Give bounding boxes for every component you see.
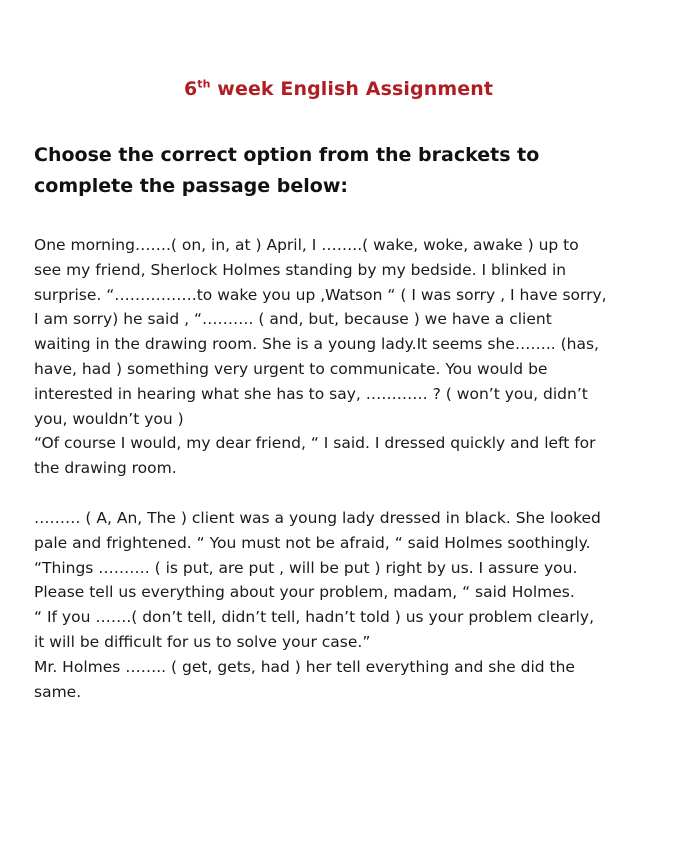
passage-line: you, wouldn’t you ) (34, 409, 184, 428)
passage-line: pale and frightened. “ You must not be afraid, “ said Holmes soothingly. (34, 533, 591, 552)
passage (34, 233, 659, 704)
passage-line: it will be difficult for us to solve your case.” (34, 632, 371, 651)
passage-line: Mr. Holmes …….. ( get, gets, had ) her tell everything and she did the (34, 657, 575, 676)
page-title (0, 78, 677, 100)
title-text: week English Assignment (210, 78, 494, 100)
title-ordinal-suffix: th (197, 77, 211, 91)
passage-line: same. (34, 682, 82, 701)
passage-line: One morning…….( on, in, at ) April, I ……..( wake, woke, awake ) up to (34, 236, 579, 254)
instruction-line: Choose the correct option from the brackets to (34, 144, 540, 166)
passage-line: have, had ) something very urgent to communicate. You would be (34, 359, 548, 378)
passage-line: “Of course I would, my dear friend, “ I said. I dressed quickly and left for (34, 434, 596, 453)
passage-line: “ If you …….( don’t tell, didn’t tell, hadn’t told ) us your problem clearly, (34, 608, 595, 627)
paragraph-2 (34, 506, 659, 704)
passage-line: interested in hearing what she has to say, ………… ? ( won’t you, didn’t (34, 384, 588, 403)
instruction-line: complete the passage below: (34, 175, 348, 197)
title-week-number: 6 (183, 78, 198, 100)
passage-line: Please tell us everything about your problem, madam, “ said Holmes. (34, 583, 575, 602)
passage-line: waiting in the drawing room. She is a young lady.It seems she…….. (has, (34, 335, 599, 354)
passage-line: I am sorry) he said , “………. ( and, but, because ) we have a client (34, 310, 552, 329)
passage-line: surprise. “…………….to wake you up ,Watson “ ( I was sorry , I have sorry, (34, 285, 607, 304)
paragraph-1 (34, 233, 659, 481)
passage-line: the drawing room. (34, 459, 177, 478)
passage-line: “Things ………. ( is put, are put , will be put ) right by us. I assure you. (34, 558, 578, 577)
instruction-heading (34, 140, 654, 202)
paragraph-spacer (34, 481, 659, 506)
passage-line: see my friend, Sherlock Holmes standing by my bedside. I blinked in (34, 260, 567, 279)
passage-line: ……… ( A, An, The ) client was a young lady dressed in black. She looked (34, 508, 601, 527)
